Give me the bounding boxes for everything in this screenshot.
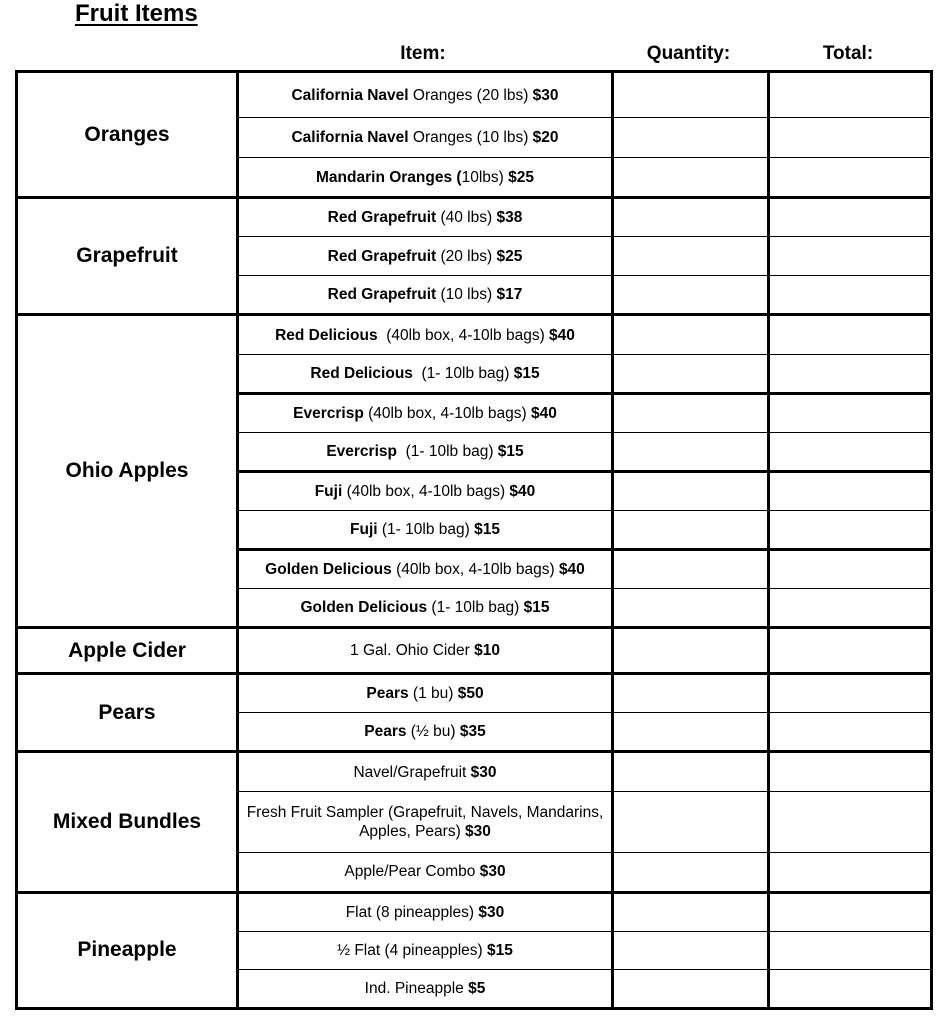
item-text: Ind. Pineapple <box>364 979 469 997</box>
item-bold-text: Golden Delicious <box>300 599 428 617</box>
item-bold-text: $25 <box>496 247 523 265</box>
item-text: ½ Flat (4 pineapples) <box>337 941 488 959</box>
item-text: (1- 10lb bag) <box>377 520 475 538</box>
item-bold-text: $17 <box>496 286 523 304</box>
item-description <box>238 471 613 510</box>
quantity-cell[interactable] <box>613 931 769 969</box>
category-label: Pears <box>17 674 238 752</box>
quantity-cell[interactable] <box>613 198 769 237</box>
order-table <box>15 70 933 1010</box>
item-bold-text: $40 <box>509 482 536 500</box>
item-bold-text: $30 <box>479 863 506 881</box>
item-description <box>238 198 613 237</box>
table-row <box>17 892 932 931</box>
item-bold-text: $10 <box>474 642 500 660</box>
item-text: Flat (8 pineapples) <box>345 903 479 921</box>
item-text: (1- 10lb bag) <box>412 364 514 382</box>
item-text: (1- 10lb bag) <box>427 599 524 617</box>
item-bold-text: $30 <box>470 763 497 781</box>
item-description <box>238 752 613 792</box>
total-cell[interactable] <box>769 628 932 674</box>
item-description <box>238 969 613 1008</box>
item-bold-text: Pears <box>366 685 409 703</box>
page-title: Fruit Items <box>75 0 198 27</box>
item-bold-text: Red Grapefruit <box>327 247 437 265</box>
item-bold-text: $40 <box>530 404 557 422</box>
item-description <box>238 852 613 892</box>
item-description <box>238 276 613 315</box>
item-description <box>238 432 613 471</box>
quantity-cell[interactable] <box>613 674 769 713</box>
item-bold-text: Evercrisp <box>326 442 397 460</box>
quantity-cell[interactable] <box>613 589 769 628</box>
quantity-column-header: Quantity: <box>646 43 731 64</box>
quantity-cell[interactable] <box>613 354 769 393</box>
quantity-cell[interactable] <box>613 510 769 549</box>
item-bold-text: California Navel <box>291 129 409 147</box>
item-description <box>238 931 613 969</box>
item-description <box>238 72 613 118</box>
quantity-cell[interactable] <box>613 713 769 752</box>
total-cell[interactable] <box>769 752 932 792</box>
total-cell[interactable] <box>769 393 932 432</box>
total-column-header: Total: <box>822 43 874 64</box>
item-bold-text: $15 <box>487 941 513 959</box>
quantity-cell[interactable] <box>613 393 769 432</box>
item-bold-text: $15 <box>497 442 524 460</box>
item-bold-text: California Navel <box>291 86 409 104</box>
item-bold-text: $30 <box>465 823 491 840</box>
quantity-cell[interactable] <box>613 628 769 674</box>
quantity-cell[interactable] <box>613 549 769 588</box>
item-description <box>238 315 613 354</box>
item-text: Apple/Pear Combo <box>344 863 480 881</box>
quantity-cell[interactable] <box>613 852 769 892</box>
total-cell[interactable] <box>769 72 932 118</box>
category-label: Ohio Apples <box>17 315 238 628</box>
item-text: (40lb box, 4-10lb bags) <box>342 482 510 500</box>
category-label: Oranges <box>17 72 238 198</box>
item-text: 10lbs) <box>461 168 509 186</box>
quantity-cell[interactable] <box>613 118 769 158</box>
table-row <box>17 752 932 792</box>
item-text: Oranges (10 lbs) <box>408 129 533 147</box>
item-bold-text: $30 <box>478 903 505 921</box>
item-text: (1- 10lb bag) <box>396 442 498 460</box>
item-bold-text: $40 <box>549 326 575 344</box>
total-cell[interactable] <box>769 792 932 852</box>
table-row <box>17 72 932 118</box>
item-description <box>238 393 613 432</box>
item-description <box>238 158 613 198</box>
item-description <box>238 549 613 588</box>
total-cell[interactable] <box>769 158 932 198</box>
item-bold-text: $5 <box>468 979 486 997</box>
item-text: (40lb box, 4-10lb bags) <box>363 404 531 422</box>
total-cell[interactable] <box>769 276 932 315</box>
quantity-cell[interactable] <box>613 969 769 1008</box>
item-bold-text: Red Grapefruit <box>327 286 437 304</box>
total-cell[interactable] <box>769 315 932 354</box>
category-label: Apple Cider <box>17 628 238 674</box>
item-bold-text: Evercrisp <box>293 404 364 422</box>
table-row <box>17 674 932 713</box>
item-bold-text: $40 <box>558 560 585 578</box>
item-text: Oranges (20 lbs) <box>408 86 533 104</box>
item-bold-text: $25 <box>508 168 534 186</box>
item-bold-text: $15 <box>523 599 550 617</box>
item-text: (40 lbs) <box>436 209 497 227</box>
quantity-cell[interactable] <box>613 432 769 471</box>
item-bold-text: $15 <box>474 520 500 538</box>
item-description <box>238 510 613 549</box>
total-cell[interactable] <box>769 969 932 1008</box>
total-cell[interactable] <box>769 471 932 510</box>
total-cell[interactable] <box>769 510 932 549</box>
item-bold-text: $15 <box>513 364 540 382</box>
item-description <box>238 674 613 713</box>
item-text: Navel/Grapefruit <box>353 763 471 781</box>
quantity-cell[interactable] <box>613 158 769 198</box>
item-description <box>238 237 613 276</box>
item-column-header: Item: <box>400 43 446 64</box>
item-bold-text: $50 <box>457 685 484 703</box>
total-cell[interactable] <box>769 237 932 276</box>
item-text: (40lb box, 4-10lb bags) <box>391 560 559 578</box>
table-row <box>17 315 932 354</box>
item-bold-text: Red Grapefruit <box>327 209 437 227</box>
total-cell[interactable] <box>769 852 932 892</box>
table-row <box>17 628 932 674</box>
quantity-cell[interactable] <box>613 315 769 354</box>
item-description <box>238 892 613 931</box>
item-text: Fresh Fruit Sampler (Grapefruit, Navels, Mandarins, Apples, Pears) <box>246 804 607 840</box>
quantity-cell[interactable] <box>613 276 769 315</box>
item-text: (20 lbs) <box>436 247 497 265</box>
total-cell[interactable] <box>769 118 932 158</box>
category-label: Mixed Bundles <box>17 752 238 892</box>
item-bold-text: Fuji <box>350 520 378 538</box>
quantity-cell[interactable] <box>613 237 769 276</box>
category-label: Grapefruit <box>17 198 238 315</box>
category-label: Pineapple <box>17 892 238 1008</box>
total-cell[interactable] <box>769 432 932 471</box>
quantity-cell[interactable] <box>613 892 769 931</box>
quantity-cell[interactable] <box>613 792 769 852</box>
item-text: (½ bu) <box>406 723 460 741</box>
item-description <box>238 628 613 674</box>
item-description <box>238 118 613 158</box>
quantity-cell[interactable] <box>613 752 769 792</box>
item-bold-text: $38 <box>496 209 523 227</box>
item-bold-text: $30 <box>532 86 559 104</box>
item-text: (40lb box, 4-10lb bags) <box>377 326 550 344</box>
table-row <box>17 198 932 237</box>
quantity-cell[interactable] <box>613 72 769 118</box>
item-text: (10 lbs) <box>436 286 497 304</box>
item-bold-text: Pears <box>364 723 407 741</box>
total-cell[interactable] <box>769 549 932 588</box>
total-cell[interactable] <box>769 198 932 237</box>
item-description <box>238 713 613 752</box>
total-cell[interactable] <box>769 892 932 931</box>
total-cell[interactable] <box>769 931 932 969</box>
quantity-cell[interactable] <box>613 471 769 510</box>
item-bold-text: $35 <box>459 723 486 741</box>
item-bold-text: Red Delicious <box>275 326 378 344</box>
total-cell[interactable] <box>769 354 932 393</box>
item-description <box>238 792 613 852</box>
item-bold-text: Golden Delicious <box>265 560 392 578</box>
total-cell[interactable] <box>769 589 932 628</box>
total-cell[interactable] <box>769 713 932 752</box>
item-bold-text: Mandarin Oranges ( <box>316 168 462 186</box>
item-text: (1 bu) <box>408 685 458 703</box>
item-bold-text: Red Delicious <box>310 364 413 382</box>
item-bold-text: $20 <box>532 129 559 147</box>
item-description <box>238 354 613 393</box>
item-bold-text: Fuji <box>314 482 343 500</box>
item-description <box>238 589 613 628</box>
total-cell[interactable] <box>769 674 932 713</box>
item-text: 1 Gal. Ohio Cider <box>350 642 475 660</box>
